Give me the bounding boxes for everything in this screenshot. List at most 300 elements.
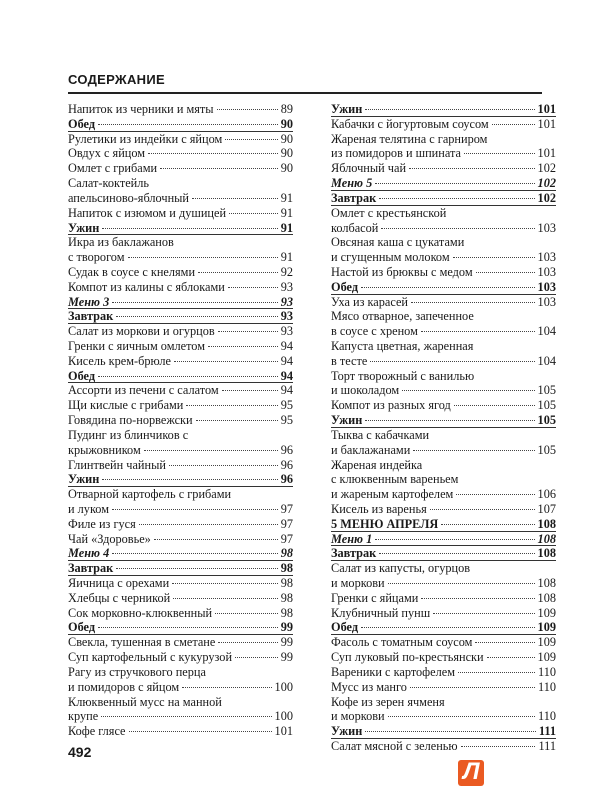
dot-leader	[487, 657, 535, 658]
toc-entry	[68, 132, 293, 147]
toc-entry	[331, 132, 556, 162]
dot-leader	[402, 390, 534, 391]
toc-entry	[68, 383, 293, 398]
toc-page-number: 109	[537, 620, 556, 635]
toc-entry-title: Гренки с яйцами	[331, 590, 419, 605]
dot-leader	[421, 598, 534, 599]
toc-page-number: 108	[537, 516, 556, 531]
toc-page-number: 92	[280, 264, 293, 279]
toc-entry	[331, 458, 556, 502]
toc-entry	[68, 576, 293, 591]
toc-entry-title: Яблочный чай	[331, 161, 407, 176]
dot-leader	[379, 553, 534, 554]
toc-entry-title: Напиток из черники и мяты	[68, 102, 214, 116]
toc-page-number: 109	[537, 650, 556, 665]
toc-entry-title: с творогом	[68, 250, 125, 265]
toc-entry	[68, 339, 293, 354]
toc-entry	[68, 665, 293, 695]
dot-leader	[361, 287, 534, 288]
toc-section-heading	[331, 102, 556, 117]
dot-leader	[98, 376, 278, 377]
toc-entry-title-line: Омлет с крестьянской	[331, 205, 447, 220]
toc-entry-title: Филе из гуся	[68, 516, 136, 531]
toc-page-number: 109	[537, 605, 556, 620]
toc-entry-title: Клубничный пунш	[331, 605, 431, 620]
dot-leader	[128, 257, 278, 258]
toc-page-number: 94	[280, 383, 293, 398]
toc-entry-title-line: Кофе из зерен ячменя	[331, 694, 445, 709]
toc-page-number: 96	[280, 457, 293, 472]
toc-entry	[68, 635, 293, 650]
dot-leader	[198, 272, 278, 273]
toc-entry-title: Меню 1	[331, 531, 373, 546]
dot-leader	[129, 731, 272, 732]
toc-entry-title-line: Пудинг из блинчиков с	[68, 427, 189, 442]
toc-page-number: 109	[537, 635, 556, 650]
toc-entry-title: Компот из калины с яблоками	[68, 279, 225, 294]
toc-entry	[331, 398, 556, 413]
toc-page-number: 108	[537, 576, 556, 590]
toc-page-number: 90	[280, 116, 293, 131]
toc-page-number: 94	[280, 339, 293, 353]
dot-leader	[235, 657, 278, 658]
toc-section-heading	[68, 309, 293, 324]
toc-page-number: 101	[537, 146, 556, 161]
dot-leader	[228, 287, 278, 288]
toc-entry-title: Настой из брюквы с медом	[331, 264, 473, 279]
toc-entry-title: Гренки с яичным омлетом	[68, 339, 206, 353]
toc-section-heading	[68, 369, 293, 384]
toc-entry-title: Говядина по-норвежски	[68, 413, 193, 428]
running-header: СОДЕРЖАНИЕ	[68, 72, 165, 87]
toc-page-number: 99	[280, 650, 293, 665]
toc-page-number: 97	[280, 501, 293, 516]
toc-entry-title: Овдух с яйцом	[68, 146, 146, 161]
toc-entry	[331, 606, 556, 621]
toc-page-number: 111	[538, 724, 556, 739]
toc-section-heading	[68, 117, 293, 132]
toc-entry	[331, 295, 556, 310]
toc-entry	[68, 265, 293, 280]
toc-entry-title: Кисель крем-брюле	[68, 353, 172, 368]
toc-entry	[68, 532, 293, 547]
toc-entry-title: Обед	[68, 368, 96, 383]
toc-entry-title-line: Торт творожный с ванилью	[331, 368, 475, 383]
dot-leader	[116, 568, 277, 569]
toc-entry-title: Вареники с картофелем	[331, 664, 455, 679]
toc-page-number: 110	[538, 664, 556, 679]
toc-entry-title: Меню 5	[331, 176, 373, 191]
dot-leader	[112, 553, 277, 554]
toc-entry-title: Свекла, тушенная в сметане	[68, 635, 216, 650]
dot-leader	[379, 198, 534, 199]
toc-entry	[331, 117, 556, 132]
toc-entry-title: крупе	[68, 709, 99, 724]
toc-entry-title: Суп картофельный с кукурузой	[68, 650, 233, 665]
toc-entry-title: Компот из разных ягод	[331, 398, 451, 413]
toc-page-number: 93	[280, 294, 293, 309]
toc-entry-title: Меню 4	[68, 546, 110, 561]
toc-entry-title: Обед	[331, 279, 359, 294]
toc-entry-title: Ужин	[331, 413, 363, 428]
toc-section-heading	[331, 413, 556, 428]
toc-entry-title: апельсиново-яблочный	[68, 190, 189, 205]
toc-entry	[331, 739, 556, 754]
toc-page-number: 108	[537, 546, 556, 561]
dot-leader	[413, 450, 534, 451]
toc-page-number: 111	[538, 738, 556, 753]
toc-entry	[68, 398, 293, 413]
dot-leader	[229, 213, 278, 214]
dot-leader	[381, 228, 534, 229]
toc-entry-title: Хлебцы с черникой	[68, 590, 171, 605]
dot-leader	[464, 153, 535, 154]
toc-entry	[331, 635, 556, 650]
toc-entry	[68, 458, 293, 473]
dot-leader	[365, 109, 534, 110]
toc-page-number: 110	[538, 709, 556, 724]
toc-page-number: 103	[537, 220, 556, 235]
toc-page-number: 101	[537, 102, 556, 116]
dot-leader	[174, 361, 278, 362]
dot-leader	[160, 168, 278, 169]
toc-page-number: 99	[280, 635, 293, 650]
toc-page-number: 91	[280, 220, 293, 235]
dot-leader	[388, 583, 535, 584]
toc-page-number: 102	[537, 161, 556, 176]
toc-entry-title: и моркови	[331, 576, 385, 590]
toc-entry	[331, 695, 556, 725]
toc-page-number: 102	[537, 176, 556, 191]
toc-page-number: 89	[280, 102, 293, 116]
dot-leader	[196, 420, 278, 421]
toc-entry-title: Сок морковно-клюквенный	[68, 605, 213, 620]
toc-entry-title-line: Салат из капусты, огурцов	[331, 561, 471, 576]
dot-leader	[476, 272, 535, 273]
toc-entry-title: Фасоль с томатным соусом	[331, 635, 473, 650]
toc-entry	[68, 487, 293, 517]
dot-leader	[433, 613, 534, 614]
toc-entry-title: Обед	[68, 116, 96, 131]
toc-page-number: 105	[537, 398, 556, 413]
toc-page-number: 97	[280, 516, 293, 531]
dot-leader	[215, 613, 278, 614]
toc-page-number: 96	[280, 472, 293, 487]
toc-page-number: 102	[537, 190, 556, 205]
dot-leader	[370, 361, 534, 362]
toc-section-heading	[331, 546, 556, 561]
toc-entry-title: и жареным картофелем	[331, 487, 454, 502]
toc-month-heading	[331, 517, 556, 532]
dot-leader	[101, 716, 271, 717]
toc-entry-title: Ассорти из печени с салатом	[68, 383, 219, 398]
toc-entry	[68, 695, 293, 725]
toc-entry-title: Ужин	[68, 220, 100, 235]
toc-entry-title: Ужин	[331, 102, 363, 116]
dot-leader	[458, 672, 535, 673]
toc-entry-title-line: Тыква с кабачками	[331, 427, 430, 442]
toc-entry-title: Суп луковый по-крестьянски	[331, 650, 484, 665]
toc-page-number: 103	[537, 279, 556, 294]
toc-entry-title: в тесте	[331, 353, 368, 368]
toc-entry	[68, 606, 293, 621]
toc-entry	[68, 206, 293, 221]
toc-page-number: 106	[537, 487, 556, 502]
toc-entry	[331, 591, 556, 606]
toc-page-number: 91	[280, 205, 293, 220]
dot-leader	[421, 331, 535, 332]
dot-leader	[388, 716, 535, 717]
dot-leader	[182, 687, 271, 688]
toc-entry	[68, 428, 293, 458]
dot-leader	[186, 405, 277, 406]
dot-leader	[102, 228, 277, 229]
dot-leader	[409, 168, 535, 169]
toc-menu-heading	[331, 532, 556, 547]
toc-entry	[331, 206, 556, 236]
dot-leader	[410, 687, 535, 688]
toc-entry-title-line: Икра из баклажанов	[68, 235, 174, 250]
toc-section-heading	[331, 620, 556, 635]
page-number: 492	[68, 744, 92, 760]
dot-leader	[475, 642, 534, 643]
dot-leader	[218, 642, 277, 643]
dot-leader	[365, 731, 536, 732]
toc-entry-title: Мусс из манго	[331, 679, 407, 694]
toc-entry-title: Завтрак	[331, 190, 377, 205]
toc-column-left	[68, 102, 293, 739]
toc-entry	[331, 428, 556, 458]
toc-column-right	[331, 102, 556, 754]
toc-entry-title: Салат из моркови и огурцов	[68, 324, 215, 339]
toc-entry-title: Завтрак	[68, 309, 114, 324]
toc-entry-title-line: Клюквенный мусс на манной	[68, 694, 222, 709]
toc-section-heading	[331, 724, 556, 739]
toc-entry	[68, 146, 293, 161]
dot-leader	[375, 183, 534, 184]
toc-menu-heading	[68, 295, 293, 310]
toc-page-number: 90	[280, 161, 293, 176]
toc-entry-title: Завтрак	[331, 546, 377, 561]
dot-leader	[430, 509, 535, 510]
toc-entry	[331, 369, 556, 399]
toc-page-number: 98	[280, 590, 293, 605]
toc-page-number: 91	[280, 190, 293, 205]
toc-page-number: 100	[274, 679, 293, 694]
toc-page-number: 97	[280, 531, 293, 546]
dot-leader	[222, 390, 278, 391]
toc-section-heading	[331, 191, 556, 206]
toc-page-number: 105	[537, 442, 556, 457]
dot-leader	[192, 198, 278, 199]
publisher-logo-icon: Л	[458, 760, 484, 786]
toc-entry	[331, 161, 556, 176]
toc-section-heading	[68, 472, 293, 487]
toc-page-number: 104	[537, 353, 556, 368]
toc-section-heading	[68, 221, 293, 236]
toc-entry-title: колбасой	[331, 220, 379, 235]
toc-page-number: 105	[537, 413, 556, 428]
dot-leader	[217, 109, 278, 110]
toc-entry-title: и шоколадом	[331, 383, 400, 398]
toc-entry-title-line: Овсяная каша с цукатами	[331, 235, 465, 250]
toc-entry	[68, 724, 293, 739]
dot-leader	[116, 316, 277, 317]
toc-entry-title: Напиток с изюмом и душицей	[68, 205, 227, 220]
dot-leader	[361, 627, 534, 628]
toc-entry-title-line: Рагу из стручкового перца	[68, 664, 206, 679]
toc-page-number: 110	[538, 679, 556, 694]
toc-page-number: 101	[537, 116, 556, 131]
toc-page-number: 108	[537, 531, 556, 546]
dot-leader	[453, 257, 535, 258]
dot-leader	[365, 420, 534, 421]
toc-page-number: 94	[280, 353, 293, 368]
toc-entry-title: крыжовником	[68, 442, 141, 457]
dot-leader	[225, 139, 277, 140]
toc-page-number: 95	[280, 398, 293, 413]
toc-entry	[68, 235, 293, 265]
toc-entry	[331, 561, 556, 591]
toc-entry-title-line: Капуста цветная, жаренная	[331, 339, 474, 353]
dot-leader	[112, 509, 278, 510]
toc-entry-title: Уха из карасей	[331, 294, 409, 309]
toc-entry-title: Ужин	[331, 724, 363, 739]
toc-page-number: 98	[280, 561, 293, 576]
toc-entry-title-line: Мясо отварное, запеченное	[331, 309, 474, 324]
toc-menu-heading	[331, 176, 556, 191]
toc-menu-heading	[68, 546, 293, 561]
toc-entry-title: Ужин	[68, 472, 100, 487]
toc-page-number: 93	[280, 309, 293, 324]
dot-leader	[375, 539, 534, 540]
toc-page-number: 93	[280, 324, 293, 339]
dot-leader	[98, 124, 278, 125]
toc-page-number: 90	[280, 146, 293, 161]
toc-page-number: 108	[537, 590, 556, 605]
toc-entry	[331, 680, 556, 695]
toc-section-heading	[331, 280, 556, 295]
toc-page-number: 98	[280, 605, 293, 620]
toc-entry-title: Чай «Здоровье»	[68, 531, 151, 546]
toc-entry-title: Завтрак	[68, 561, 114, 576]
toc-entry-title: и сгущенным молоком	[331, 250, 450, 265]
toc-entry-title: Обед	[331, 620, 359, 635]
dot-leader	[148, 153, 278, 154]
toc-entry-title: Омлет с грибами	[68, 161, 158, 176]
dot-leader	[456, 494, 534, 495]
toc-entry	[68, 650, 293, 665]
toc-entry-title: и помидоров с яйцом	[68, 679, 180, 694]
toc-entry	[331, 339, 556, 369]
toc-entry-title: Кисель из варенья	[331, 501, 427, 516]
toc-entry-title: и моркови	[331, 709, 385, 724]
toc-page-number: 103	[537, 250, 556, 265]
dot-leader	[441, 524, 534, 525]
toc-entry-title-line: Отварной картофель с грибами	[68, 487, 232, 502]
toc-page-number: 91	[280, 250, 293, 265]
toc-page-number: 103	[537, 264, 556, 279]
toc-page-number: 96	[280, 442, 293, 457]
toc-entry	[331, 235, 556, 265]
toc-page-number: 104	[537, 324, 556, 339]
dot-leader	[173, 598, 277, 599]
toc-page-number: 93	[280, 279, 293, 294]
toc-page-number: 99	[280, 620, 293, 635]
toc-entry	[68, 413, 293, 428]
toc-entry-title: Щи кислые с грибами	[68, 398, 184, 413]
toc-entry	[331, 650, 556, 665]
dot-leader	[139, 524, 278, 525]
toc-entry-title: Яичница с орехами	[68, 576, 170, 590]
toc-entry-title-line: Салат-коктейль	[68, 176, 149, 191]
toc-entry-title: Судак в соусе с кнелями	[68, 264, 196, 279]
toc-entry-title: 5 МЕНЮ АПРЕЛЯ	[331, 516, 439, 531]
toc-page-number: 100	[274, 709, 293, 724]
toc-entry	[331, 265, 556, 280]
toc-entry-title: и луком	[68, 501, 109, 516]
toc-entry-title: Глинтвейн чайный	[68, 457, 166, 472]
toc-entry-title: Кофе глясе	[68, 724, 126, 739]
toc-page-number: 94	[280, 368, 293, 383]
toc-entry	[68, 354, 293, 369]
dot-leader	[112, 302, 277, 303]
toc-page-number: 103	[537, 294, 556, 309]
toc-entry-title: и баклажанами	[331, 442, 411, 457]
toc-page-number: 98	[280, 576, 293, 590]
toc-section-heading	[68, 561, 293, 576]
toc-entry	[68, 161, 293, 176]
toc-entry-title: из помидоров и шпината	[331, 146, 461, 161]
toc-entry	[68, 324, 293, 339]
dot-leader	[98, 627, 278, 628]
toc-section-heading	[68, 620, 293, 635]
dot-leader	[169, 465, 278, 466]
toc-entry-title: в соусе с хреном	[331, 324, 418, 339]
toc-entry	[331, 502, 556, 517]
toc-entry	[68, 176, 293, 206]
dot-leader	[102, 479, 277, 480]
toc-entry-title: Салат мясной с зеленью	[331, 738, 458, 753]
header-rule	[68, 92, 542, 94]
dot-leader	[461, 746, 536, 747]
dot-leader	[218, 331, 278, 332]
dot-leader	[454, 405, 535, 406]
toc-entry	[68, 591, 293, 606]
toc-page-number: 98	[280, 546, 293, 561]
dot-leader	[172, 583, 278, 584]
toc-page-number: 101	[274, 724, 293, 739]
toc-entry-title-line: Жареная индейка	[331, 457, 423, 472]
toc-entry	[68, 517, 293, 532]
toc-entry-title: Кабачки с йогуртовым соусом	[331, 116, 489, 131]
toc-entry-title-line: Жареная телятина с гарниром	[331, 131, 488, 146]
toc-entry	[331, 665, 556, 680]
toc-entry-title: Меню 3	[68, 294, 110, 309]
dot-leader	[144, 450, 278, 451]
toc-entry-title: Рулетики из индейки с яйцом	[68, 131, 223, 146]
toc-page-number: 95	[280, 413, 293, 428]
toc-entry	[68, 102, 293, 117]
toc-entry-title-line: с клюквенным вареньем	[331, 472, 459, 487]
dot-leader	[492, 124, 535, 125]
dot-leader	[411, 302, 535, 303]
dot-leader	[154, 539, 278, 540]
dot-leader	[208, 346, 278, 347]
toc-page-number: 105	[537, 383, 556, 398]
toc-entry-title: Обед	[68, 620, 96, 635]
toc-page-number: 90	[280, 131, 293, 146]
